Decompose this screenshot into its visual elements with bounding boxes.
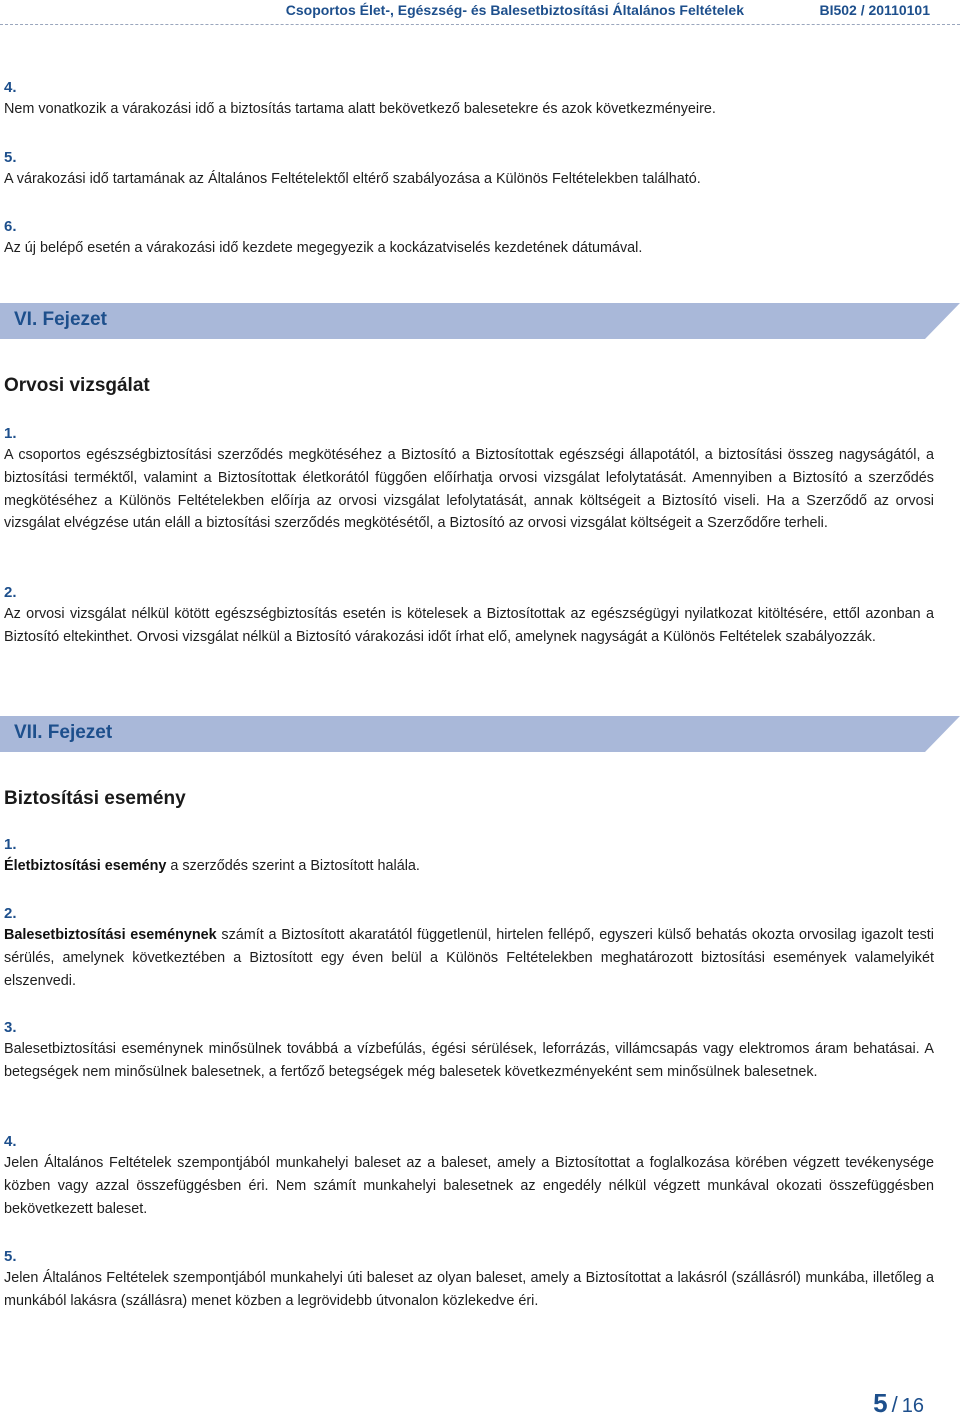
item-number: 1. [4, 425, 17, 442]
chapter-6-title: Orvosi vizsgálat [4, 375, 150, 396]
item-text: Nem vonatkozik a várakozási idő a biztosítás tartama alatt bekövetkező balesetekre és azok következményeire. [4, 101, 716, 117]
top-item-4 [4, 78, 934, 121]
item-text [4, 924, 934, 992]
item-text: A várakozási idő tartamának az Általános Feltételektől eltérő szabályozása a Különös Feltételekben található. [4, 171, 701, 187]
item-text: Az orvosi vizsgálat nélkül kötött egészségbiztosítás esetén is kötelesek a Biztosítottak az egészségügyi nyilatkozat kitöltésére, ettől azonban a Biztosító eltekinthet. Orvosi vizsgálat nélkül a Biztosító várakozási időt írhat elő, amelynek nagyságát a Különös Feltételek szabályozzák. [4, 606, 934, 645]
top-item-6 [4, 217, 934, 260]
item-text: A csoportos egészségbiztosítási szerződés megkötéséhez a Biztosító a Biztosítottak egészségi állapotától, a biztosítási összeg nagyságától, a biztosítási terméktől, valamint a Biztosítottak életkorától függően előírhatja orvosi vizsgálat lefolytatását. Amennyiben a Biztosító a szerződés megkötéséhez a Különös Feltételekben előírja az orvosi vizsgálat lefolytatását, annak költségeit a Biztosító viseli. Ha a Szerződő az orvosi vizsgálat elvégzése után eláll a biztosítási szerződés megkötésétől, a Biztosító az orvosi vizsgálat költségeit a Szerződőre terheli. [4, 447, 934, 532]
chapter-7-item-2 [4, 904, 934, 992]
item-text: Jelen Általános Feltételek szempontjából munkahelyi baleset az a baleset, amely a Biztosítottat a foglalkozása körében végzett tevékenysége közben vagy azzal összefüggésben éri. Nem számít munkahelyi balesetnek az engedély nélkül végzett munkával okozati összefüggésben bekövetkezett baleset. [4, 1155, 934, 1217]
current-page: 5 [873, 1388, 888, 1418]
item-number: 1. [4, 836, 17, 853]
chapter-7-item-5 [4, 1247, 934, 1313]
chapter-7-label: VII. Fejezet [14, 722, 113, 743]
top-item-5 [4, 148, 934, 191]
item-bold-term: Életbiztosítási esemény [4, 858, 167, 874]
item-number: 3. [4, 1019, 17, 1036]
item-text: Az új belépő esetén a várakozási idő kezdete megegyezik a kockázatviselés kezdetének dátumával. [4, 240, 643, 256]
chapter-7-bar [0, 716, 960, 752]
document-code: BI502 / 20110101 [819, 2, 930, 18]
page-separator: / [891, 1392, 898, 1417]
document-title: Csoportos Élet-, Egészség- és Balesetbiztosítási Általános Feltételek [285, 2, 744, 18]
chapter-6-label: VI. Fejezet [14, 309, 107, 330]
item-number: 5. [4, 1248, 17, 1265]
chapter-6-item-2 [4, 583, 934, 649]
item-number: 4. [4, 79, 17, 96]
item-text: Jelen Általános Feltételek szempontjából munkahelyi úti baleset az olyan baleset, amely a Biztosítottat a lakásról (szállásról) munkába, illetőleg a munkából lakásra (szállásra) menet közben a legrövidebb útvonalon közlekedve éri. [4, 1270, 934, 1309]
item-number: 2. [4, 584, 17, 601]
page-number [873, 1388, 924, 1419]
chapter-7-item-3 [4, 1018, 934, 1084]
chapter-7-title: Biztosítási esemény [4, 788, 186, 809]
chapter-bar-shape [0, 716, 960, 752]
total-pages: 16 [901, 1395, 924, 1417]
header-divider [0, 24, 960, 25]
item-text [4, 855, 934, 878]
item-number: 5. [4, 149, 17, 166]
item-rest: a szerződés szerint a Biztosított halála. [166, 858, 420, 874]
item-number: 4. [4, 1133, 17, 1150]
chapter-6-bar [0, 303, 960, 339]
item-text: Balesetbiztosítási eseménynek minősülnek továbbá a vízbefúlás, égési sérülések, leforrázás, villámcsapás vagy elektromos áram behatásai. A betegségek nem minősülnek balesetnek, a fertőző betegségek még balesetek következményeként sem minősülnek balesetnek. [4, 1041, 934, 1080]
item-number: 6. [4, 218, 17, 235]
item-number: 2. [4, 905, 17, 922]
chapter-bar-shape [0, 303, 960, 339]
running-header [0, 0, 960, 24]
chapter-6-item-1 [4, 424, 934, 535]
item-bold-term: Balesetbiztosítási eseménynek [4, 927, 217, 943]
chapter-7-item-1 [4, 835, 934, 878]
item-rest: számít a Biztosított akaratától függetlenül, hirtelen fellépő, egyszeri külső behatás okozta orvosilag igazolt testi sérülés, amelynek következtében a Biztosított egy éven belül a Különös Feltételekben meghatározott biztosítási események valamelyikét elszenvedi. [4, 927, 934, 989]
chapter-7-item-4 [4, 1132, 934, 1220]
